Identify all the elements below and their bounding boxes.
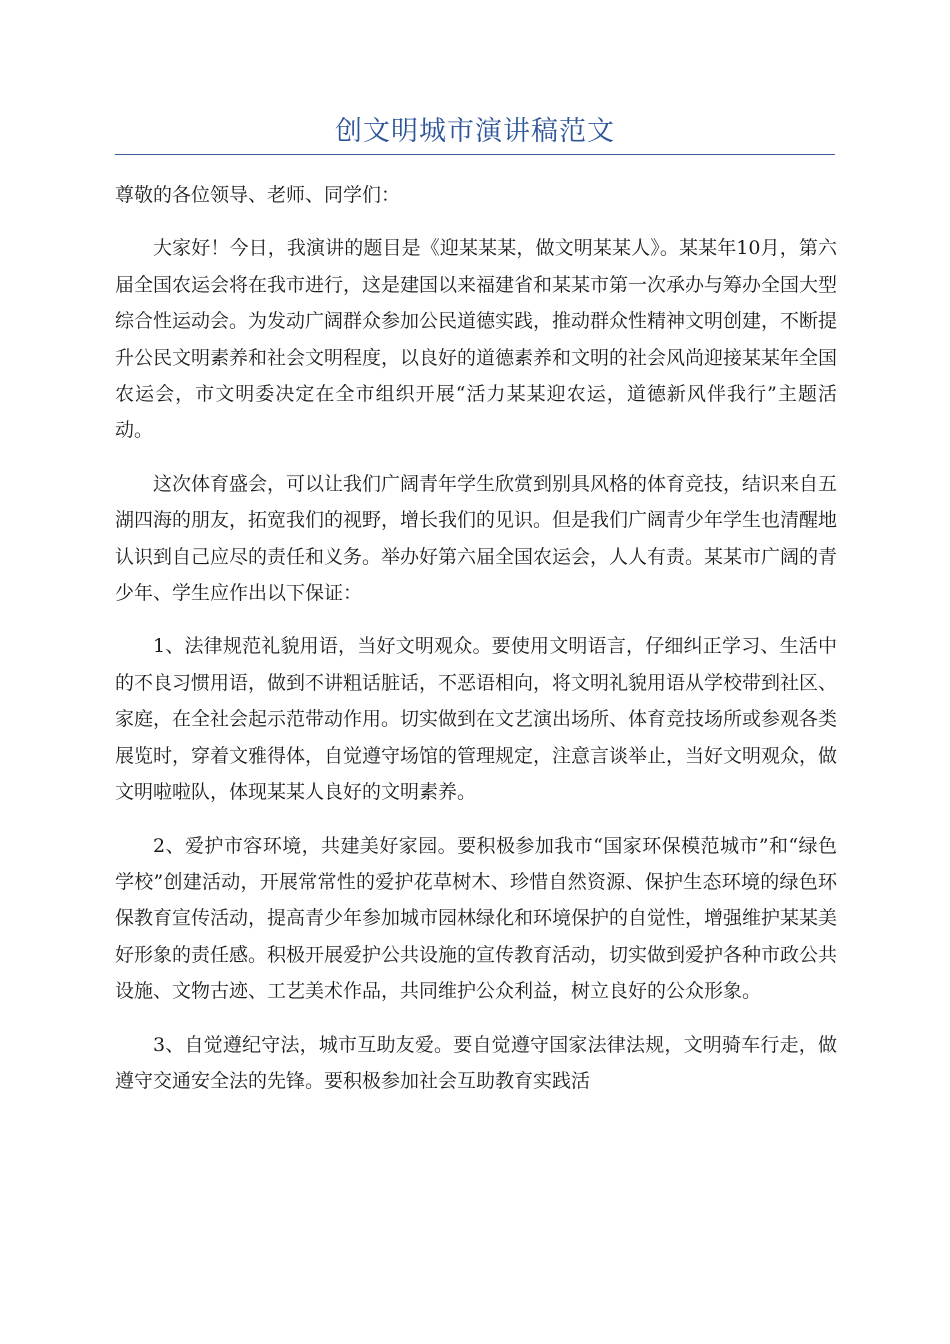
paragraph-point-2: 2、爱护市容环境，共建美好家园。要积极参加我市“国家环保模范城市”和“绿色学校”创建活动，开展常常性的爱护花草树木、珍惜自然资源、保护生态环境的绿色环保教育宣传活动，提高青少年参加城市园林绿化和环境保护的自觉性，增强维护某某美好形象的责任感。积极开展爱护公共设施的宣传教育活动，切实做到爱护各种市政公共设施、文物古迹、工艺美术作品，共同维护公众利益，树立良好的公众形象。 bbox=[115, 834, 838, 1003]
paragraph-point-1: 1、法律规范礼貌用语，当好文明观众。要使用文明语言，仔细纠正学习、生活中的不良习惯用语，做到不讲粗话脏话，不恶语相向，将文明礼貌用语从学校带到社区、家庭，在全社会起示范带动作用。切实做到在文艺演出场所、体育竞技场所或参观各类展览时，穿着文雅得体，自觉遵守场馆的管理规定，注意言谈举止，当好文明观众，做文明啦啦队，体现某某人良好的文明素养。 bbox=[115, 635, 838, 804]
paragraph-intro: 大家好！今日，我演讲的题目是《迎某某某，做文明某某人》。某某年10月，第六届全国农运会将在我市进行，这是建国以来福建省和某某市第一次承办与筹办全国大型综合性运动会。为发动广阔群众参加公民道德实践，推动群众性精神文明创建，不断提升公民文明素养和社会文明程度，以良好的道德素养和文明的社会风尚迎接某某年全国农运会，市文明委决定在全市组织开展“活力某某迎农运，道德新风伴我行”主题活动。 bbox=[115, 237, 838, 442]
salutation: 尊敬的各位领导、老师、同学们： bbox=[115, 184, 401, 206]
document-body bbox=[115, 177, 837, 1116]
document-title: 创文明城市演讲稿范文 bbox=[335, 116, 615, 147]
paragraph-event: 这次体育盛会，可以让我们广阔青年学生欣赏到别具风格的体育竞技，结识来自五湖四海的朋友，拓宽我们的视野，增长我们的见识。但是我们广阔青少年学生也清醒地认识到自己应尽的责任和义务。举办好第六届全国农运会，人人有责。某某市广阔的青少年、学生应作出以下保证： bbox=[115, 472, 838, 605]
paragraph-point-3: 3、自觉遵纪守法，城市互助友爱。要自觉遵守国家法律法规，文明骑车行走，做遵守交通安全法的先锋。要积极参加社会互助教育实践活 bbox=[115, 1033, 837, 1092]
title-underline bbox=[115, 154, 835, 155]
